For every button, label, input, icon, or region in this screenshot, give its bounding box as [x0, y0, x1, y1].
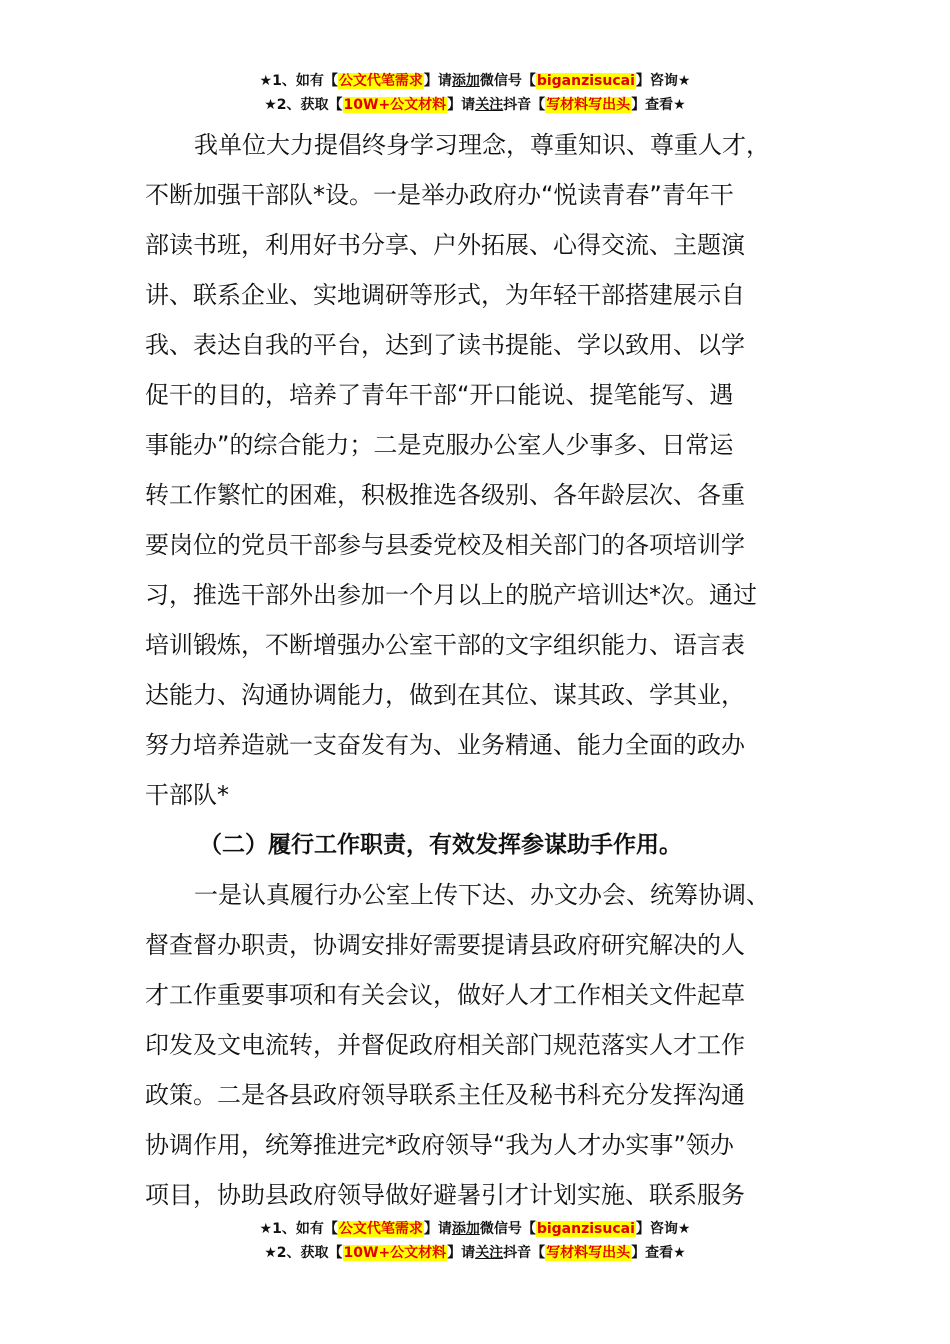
banner-line-2 [0, 1242, 950, 1266]
banner-underline: 关注 [475, 97, 504, 113]
banner-text: 】咨询★ [635, 1221, 691, 1237]
banner-highlight: biganzisucai [536, 73, 635, 89]
paragraph-line: 不断加强干部队*设。一是举办政府办“悦读青春”青年干 [145, 181, 734, 209]
footer-banner [0, 1218, 950, 1266]
paragraph-line: 促干的目的，培养了青年干部“开口能说、提笔能写、遇 [145, 381, 734, 409]
section-heading: （二）履行工作职责，有效发挥参谋助手作用。 [199, 832, 682, 858]
banner-highlight: biganzisucai [536, 1221, 635, 1237]
paragraph-line: 协调作用，统筹推进完*政府领导“我为人才办实事”领办 [145, 1131, 734, 1159]
banner-line-2 [0, 94, 950, 118]
banner-text: ★1、如有【 [259, 73, 338, 89]
paragraph-line: 一是认真履行办公室上传下达、办文办会、统筹协调、 [194, 881, 770, 909]
paragraph-line: 转工作繁忙的困难，积极推选各级别、各年龄层次、各重 [145, 481, 745, 509]
banner-text: 】请 [423, 1221, 452, 1237]
paragraph-line: 要岗位的党员干部参与县委党校及相关部门的各项培训学 [145, 531, 745, 559]
paragraph-line: 讲、联系企业、实地调研等形式，为年轻干部搭建展示自 [145, 281, 745, 309]
banner-text: ★1、如有【 [259, 1221, 338, 1237]
banner-text: 抖音【 [503, 97, 546, 113]
banner-text: 】咨询★ [635, 73, 691, 89]
banner-highlight: 写材料写出头 [546, 1245, 631, 1261]
banner-text: 】查看★ [631, 97, 686, 113]
banner-underline: 添加 [451, 73, 480, 89]
banner-text: ★2、获取【 [264, 97, 343, 113]
banner-highlight: 10W+公文材料 [343, 1245, 447, 1261]
paragraph-line: 我、表达自我的平台，达到了读书提能、学以致用、以学 [145, 331, 745, 359]
banner-line-1 [0, 1218, 950, 1242]
banner-text: 】查看★ [631, 1245, 686, 1261]
banner-highlight: 写材料写出头 [546, 97, 631, 113]
paragraph-line: 培训锻炼，不断增强办公室干部的文字组织能力、语言表 [145, 631, 745, 659]
banner-line-1 [0, 70, 950, 94]
paragraph-line: 项目，协助县政府领导做好避暑引才计划实施、联系服务 [145, 1181, 745, 1209]
paragraph-line: 政策。二是各县政府领导联系主任及秘书科充分发挥沟通 [145, 1081, 745, 1109]
paragraph-line: 事能办”的综合能力；二是克服办公室人少事多、日常运 [145, 431, 734, 459]
banner-highlight: 10W+公文材料 [343, 97, 447, 113]
banner-text: 】请 [447, 97, 476, 113]
banner-highlight: 公文代笔需求 [338, 73, 423, 89]
paragraph-line: 习，推选干部外出参加一个月以上的脱产培训达*次。通过 [145, 581, 757, 609]
banner-text: 抖音【 [503, 1245, 546, 1261]
paragraph-line: 我单位大力提倡终身学习理念，尊重知识、尊重人才， [194, 131, 770, 159]
banner-text: 】请 [423, 73, 452, 89]
paragraph-line: 才工作重要事项和有关会议，做好人才工作相关文件起草 [145, 981, 745, 1009]
banner-underline: 添加 [451, 1221, 480, 1237]
paragraph-line: 达能力、沟通协调能力，做到在其位、谋其政、学其业， [145, 681, 745, 709]
paragraph-line: 部读书班，利用好书分享、户外拓展、心得交流、主题演 [145, 231, 745, 259]
banner-text: 微信号【 [479, 1221, 536, 1237]
paragraph-line: 干部队* [145, 781, 229, 809]
banner-text: 】请 [447, 1245, 476, 1261]
banner-text: 微信号【 [479, 73, 536, 89]
paragraph-line: 督查督办职责，协调安排好需要提请县政府研究解决的人 [145, 931, 745, 959]
banner-highlight: 公文代笔需求 [338, 1221, 423, 1237]
banner-underline: 关注 [475, 1245, 504, 1261]
paragraph-line: 努力培养造就一支奋发有为、业务精通、能力全面的政办 [145, 731, 745, 759]
paragraph-line: 印发及文电流转，并督促政府相关部门规范落实人才工作 [145, 1031, 745, 1059]
header-banner [0, 70, 950, 118]
banner-text: ★2、获取【 [264, 1245, 343, 1261]
